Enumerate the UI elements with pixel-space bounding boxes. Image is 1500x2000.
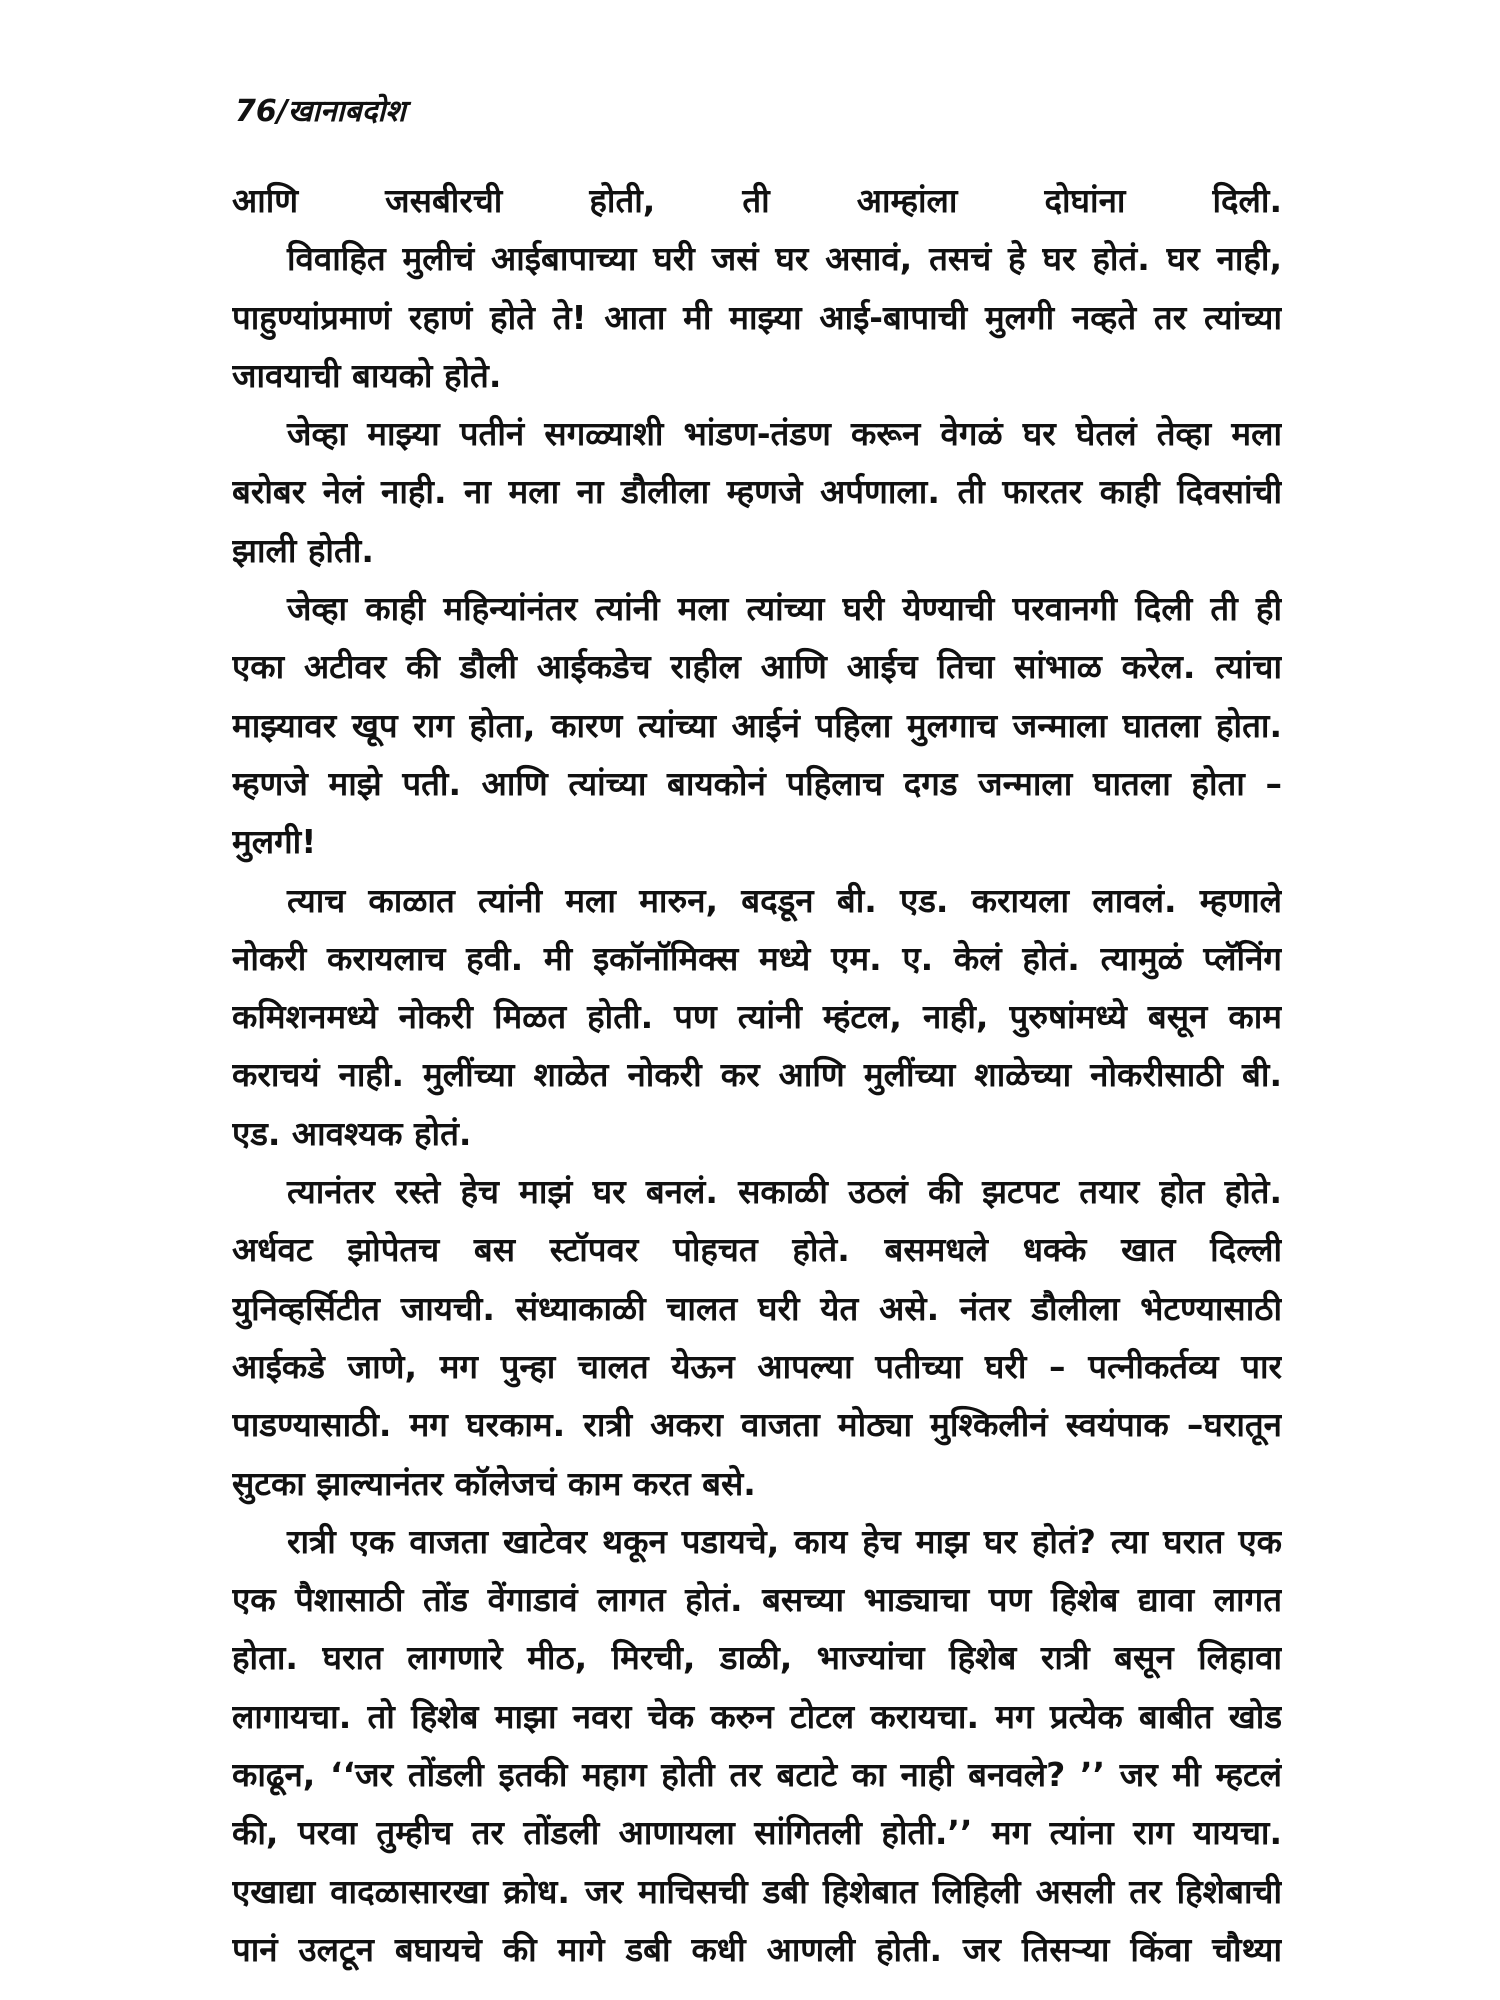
text-line: कराचयं नाही. मुलींच्या शाळेत नोकरी कर आणि मुलींच्या शाळेच्या नोकरीसाठी बी. [232,1055,1282,1095]
text-line: जावयाची बायको होते. [232,355,502,395]
text-line: लागायचा. तो हिशेब माझा नवरा चेक करुन टोटल करायचा. मग प्रत्येक बाबीत खोड [232,1696,1282,1736]
text-line: कमिशनमध्ये नोकरी मिळत होती. पण त्यांनी म्हंटल, नाही, पुरुषांमध्ये बसून काम [232,997,1282,1037]
text-line: झाली होती. [232,530,374,570]
text-line: पानं उलटून बघायचे की मागे डबी कधी आणली होती. जर तिसऱ्या किंवा चौथ्या [232,1929,1282,1969]
text-line: त्यानंतर रस्ते हेच माझं घर बनलं. सकाळी उठलं की झटपट तयार होत होते. [287,1172,1282,1212]
text-line: माझ्यावर खूप राग होता, कारण त्यांच्या आईनं पहिला मुलगाच जन्माला घातला होता. [232,705,1282,745]
text-line: त्याच काळात त्यांनी मला मारुन, बदडून बी. एड. करायला लावलं. म्हणाले [287,880,1282,920]
text-line: मुलगी! [232,822,317,862]
text-line: पाडण्यासाठी. मग घरकाम. रात्री अकरा वाजता मोठ्या मुश्किलीनं स्वयंपाक –घरातून [232,1405,1282,1445]
running-head: 76/खानाबदोश [235,94,406,129]
text-line: की, परवा तुम्हीच तर तोंडली आणायला सांगितली होती.’’ मग त्यांना राग यायचा. [232,1813,1282,1853]
text-line: युनिव्हर्सिटीत जायची. संध्याकाळी चालत घरी येत असे. नंतर डौलीला भेटण्यासाठी [232,1288,1282,1328]
text-line: विवाहित मुलीचं आईबापाच्या घरी जसं घर असावं, तसचं हे घर होतं. घर नाही, [287,239,1282,279]
text-line: रात्री एक वाजता खाटेवर थकून पडायचे, काय हेच माझ घर होतं? त्या घरात एक [287,1521,1282,1561]
text-line: अर्धवट झोपेतच बस स्टॉपवर पोहचत होते. बसमधले धक्के खात दिल्ली [232,1230,1282,1270]
text-line: होता. घरात लागणारे मीठ, मिरची, डाळी, भाज्यांचा हिशेब रात्री बसून लिहावा [232,1638,1282,1678]
body-text [232,172,1282,1979]
text-line: सुटका झाल्यानंतर कॉलेजचं काम करत बसे. [232,1463,756,1503]
text-line: पाहुण्यांप्रमाणं रहाणं होते ते! आता मी माझ्या आई-बापाची मुलगी नव्हते तर त्यांच्या [232,297,1282,337]
text-line: म्हणजे माझे पती. आणि त्यांच्या बायकोनं पहिलाच दगड जन्माला घातला होता – [232,763,1282,803]
text-line: एड. आवश्यक होतं. [232,1113,472,1153]
text-line: जेव्हा माझ्या पतीनं सगळ्याशी भांडण-तंडण करून वेगळं घर घेतलं तेव्हा मला [287,414,1282,454]
text-line: बरोबर नेलं नाही. ना मला ना डौलीला म्हणजे अर्पणाला. ती फारतर काही दिवसांची [232,472,1282,512]
text-line: आईकडे जाणे, मग पुन्हा चालत येऊन आपल्या पतीच्या घरी – पत्नीकर्तव्य पार [232,1346,1282,1386]
text-line: काढून, ‘‘जर तोंडली इतकी महाग होती तर बटाटे का नाही बनवले? ’’ जर मी म्हटलं [232,1755,1282,1795]
text-line: एका अटीवर की डौली आईकडेच राहील आणि आईच तिचा सांभाळ करेल. त्यांचा [232,647,1282,687]
text-line: एखाद्या वादळासारखा क्रोध. जर माचिसची डबी हिशेबात लिहिली असली तर हिशेबाची [232,1871,1282,1911]
text-line: नोकरी करायलाच हवी. मी इकॉनॉमिक्स मध्ये एम. ए. केलं होतं. त्यामुळं प्लॅनिंग [232,938,1282,978]
text-line: जेव्हा काही महिन्यांनंतर त्यांनी मला त्यांच्या घरी येण्याची परवानगी दिली ती ही [287,589,1282,629]
text-line: आणि जसबीरची होती, ती आम्हांला दोघांना दिली. [232,181,1282,220]
text-line: एक पैशासाठी तोंड वेंगाडावं लागत होतं. बसच्या भाड्याचा पण हिशेब द्यावा लागत [232,1580,1282,1620]
